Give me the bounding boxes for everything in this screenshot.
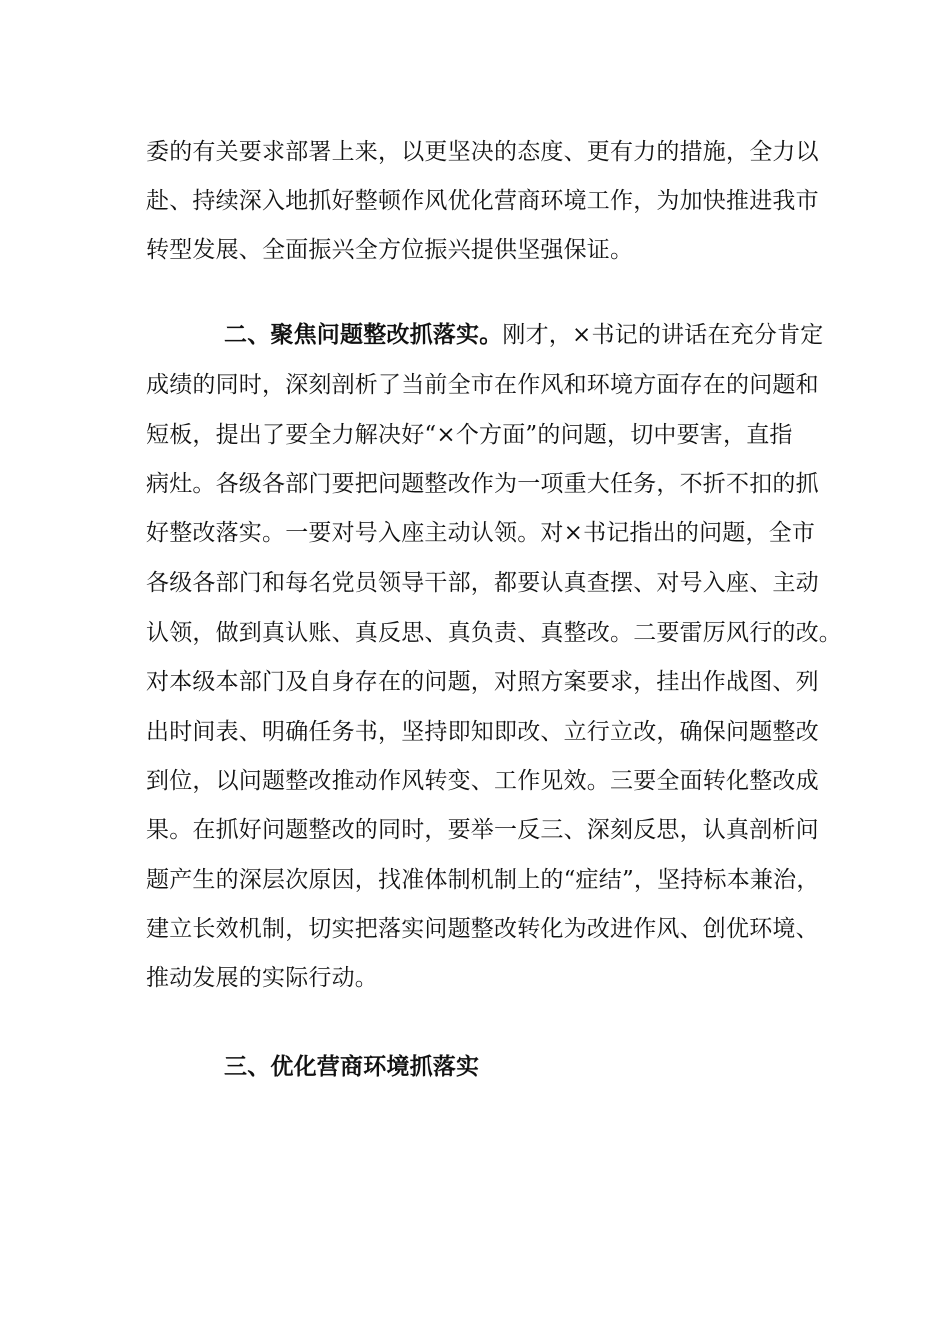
section-two-first-line [224, 320, 823, 350]
section-three-heading: 三、优化营商环境抓落实 [224, 1053, 480, 1080]
section-two-line: 好整改落实。一要对号入座主动认领。对×书记指出的问题，全市 [146, 520, 816, 546]
section-two-line: 病灶。各级各部门要把问题整改作为一项重大任务，不折不扣的抓 [146, 471, 819, 497]
intro-line-1: 委的有关要求部署上来，以更坚决的态度、更有力的措施，全力以 [146, 139, 819, 165]
intro-line-3: 转型发展、全面振兴全方位振兴提供坚强保证。 [146, 237, 634, 263]
section-two-line: 成绩的同时，深刻剖析了当前全市在作风和环境方面存在的问题和 [146, 372, 819, 398]
section-two-line: 出时间表、明确任务书，坚持即知即改、立行立改，确保问题整改 [146, 719, 819, 745]
section-two-line: 短板，提出了要全力解决好“×个方面”的问题，切中要害，直指 [146, 422, 793, 448]
intro-line-2: 赴、持续深入地抓好整顿作风优化营商环境工作，为加快推进我市 [146, 188, 819, 214]
section-two-line: 建立长效机制，切实把落实问题整改转化为改进作风、创优环境、 [146, 916, 819, 942]
section-two-line: 各级各部门和每名党员领导干部，都要认真查摆、对号入座、主动 [146, 570, 819, 596]
section-two-first-line-text: 刚才，×书记的讲话在充分肯定 [502, 322, 824, 348]
section-two-line: 果。在抓好问题整改的同时，要举一反三、深刻反思，认真剖析问 [146, 817, 819, 843]
section-two-line: 题产生的深层次原因，找准体制机制上的“症结”，坚持标本兼治， [146, 867, 820, 893]
section-two-line: 对本级本部门及自身存在的问题，对照方案要求，挂出作战图、列 [146, 669, 819, 695]
section-two-heading: 二、聚焦问题整改抓落实。 [224, 321, 503, 348]
section-two-line: 到位，以问题整改推动作风转变、工作见效。三要全面转化整改成 [146, 768, 819, 794]
section-two-line: 推动发展的实际行动。 [146, 965, 378, 991]
section-two-line: 认领，做到真认账、真反思、真负责、真整改。二要雷厉风行的改。 [146, 620, 842, 646]
